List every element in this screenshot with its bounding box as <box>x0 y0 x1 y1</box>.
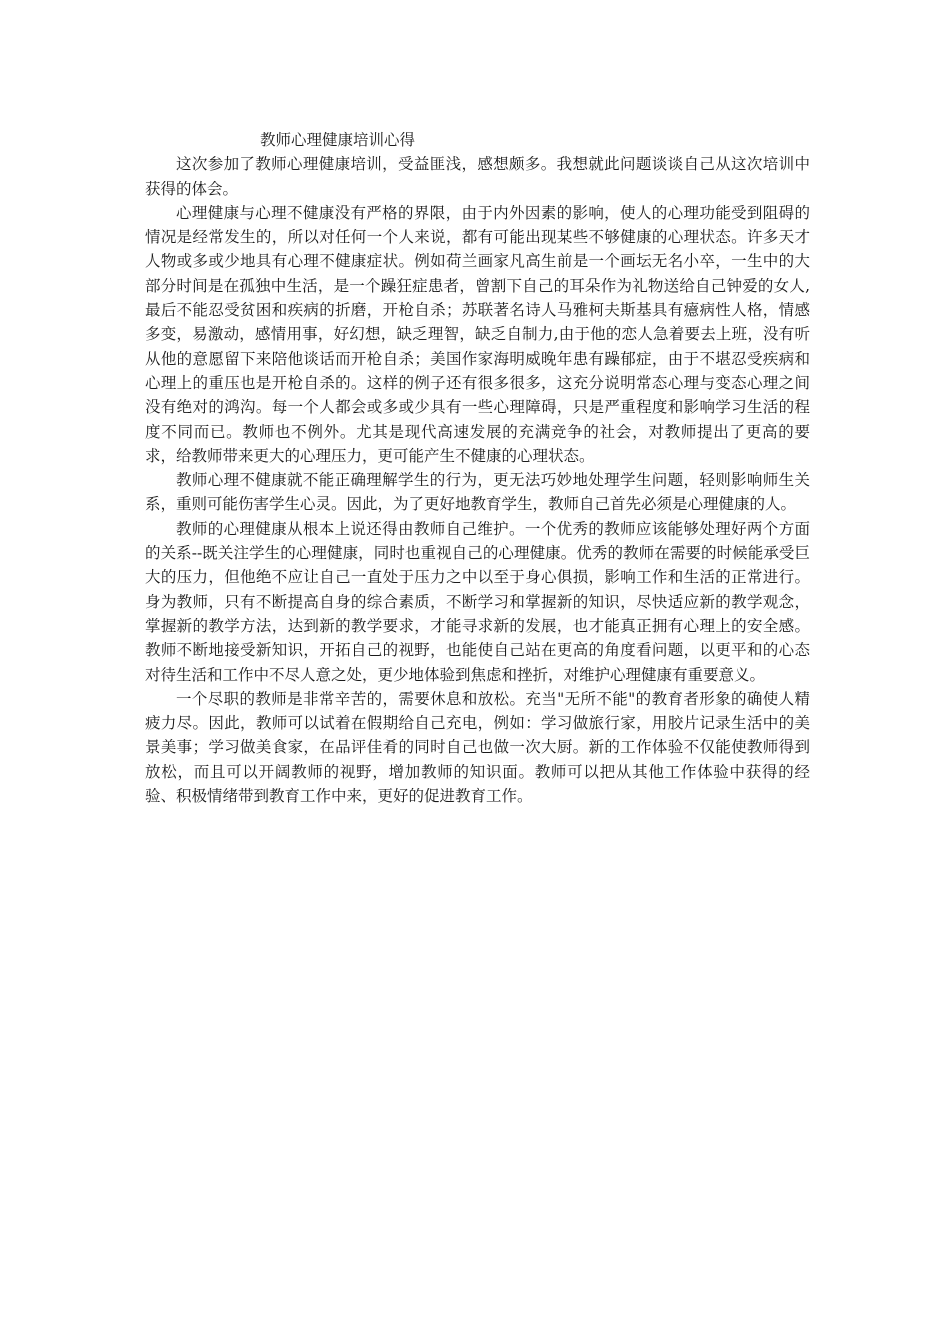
document-title: 教师心理健康培训心得 <box>260 131 416 149</box>
document-body <box>145 128 810 808</box>
paragraph-intro: 这次参加了教师心理健康培训，受益匪浅，感想颇多。我想就此问题谈谈自己从这次培训中获得的体会。 <box>145 155 810 198</box>
paragraph-self-maintenance: 教师的心理健康从根本上说还得由教师自己维护。一个优秀的教师应该能够处理好两个方面的关系--既关注学生的心理健康，同时也重视自己的心理健康。优秀的教师在需要的时候能承受巨大的压力，但他绝不应让自己一直处于压力之中以至于身心俱损，影响工作和生活的正常进行。身为教师，只有不断提高自身的综合素质，不断学习和掌握新的知识，尽快适应新的教学观念，掌握新的教学方法，达到新的教学要求，才能寻求新的发展，也才能真正拥有心理上的安全感。教师不断地接受新知识，开拓自己的视野，也能使自己站在更高的角度看问题，以更平和的心态对待生活和工作中不尽人意之处，更少地体验到焦虑和挫折，对维护心理健康有重要意义。 <box>145 519 810 684</box>
paragraph-rest-and-relax: 一个尽职的教师是非常辛苦的，需要休息和放松。充当"无所不能"的教育者形象的确使人精疲力尽。因此，教师可以试着在假期给自己充电，例如：学习做旅行家，用胶片记录生活中的美景美事；学习做美食家，在品评佳肴的同时自己也做一次大厨。新的工作体验不仅能使教师得到放松，而且可以开阔教师的视野，增加教师的知识面。教师可以把从其他工作体验中获得的经验、积极情绪带到教育工作中来，更好的促进教育工作。 <box>145 689 810 806</box>
paragraph-mental-health-boundary: 心理健康与心理不健康没有严格的界限，由于内外因素的影响，使人的心理功能受到阻碍的情况是经常发生的，所以对任何一个人来说，都有可能出现某些不够健康的心理状态。许多天才人物或多或少地具有心理不健康症状。例如荷兰画家凡高生前是一个画坛无名小卒，一生中的大部分时间是在孤独中生活，是一个躁狂症患者，曾割下自己的耳朵作为礼物送给自己钟爱的女人,最后不能忍受贫困和疾病的折磨，开枪自杀；苏联著名诗人马雅柯夫斯基具有癔病性人格，情感多变，易激动，感情用事，好幻想，缺乏理智，缺乏自制力,由于他的恋人急着要去上班，没有听从他的意愿留下来陪他谈话而开枪自杀；美国作家海明威晚年患有躁郁症，由于不堪忍受疾病和心理上的重压也是开枪自杀的。这样的例子还有很多很多，这充分说明常态心理与变态心理之间没有绝对的鸿沟。每一个人都会或多或少具有一些心理障碍，只是严重程度和影响学习生活的程度不同而已。教师也不例外。尤其是现代高速发展的充满竞争的社会，对教师提出了更高的要求，给教师带来更大的心理压力，更可能产生不健康的心理状态。 <box>145 203 810 465</box>
paragraph-impact-on-students: 教师心理不健康就不能正确理解学生的行为，更无法巧妙地处理学生问题，轻则影响师生关系，重则可能伤害学生心灵。因此，为了更好地教育学生，教师自己首先必须是心理健康的人。 <box>145 471 810 514</box>
